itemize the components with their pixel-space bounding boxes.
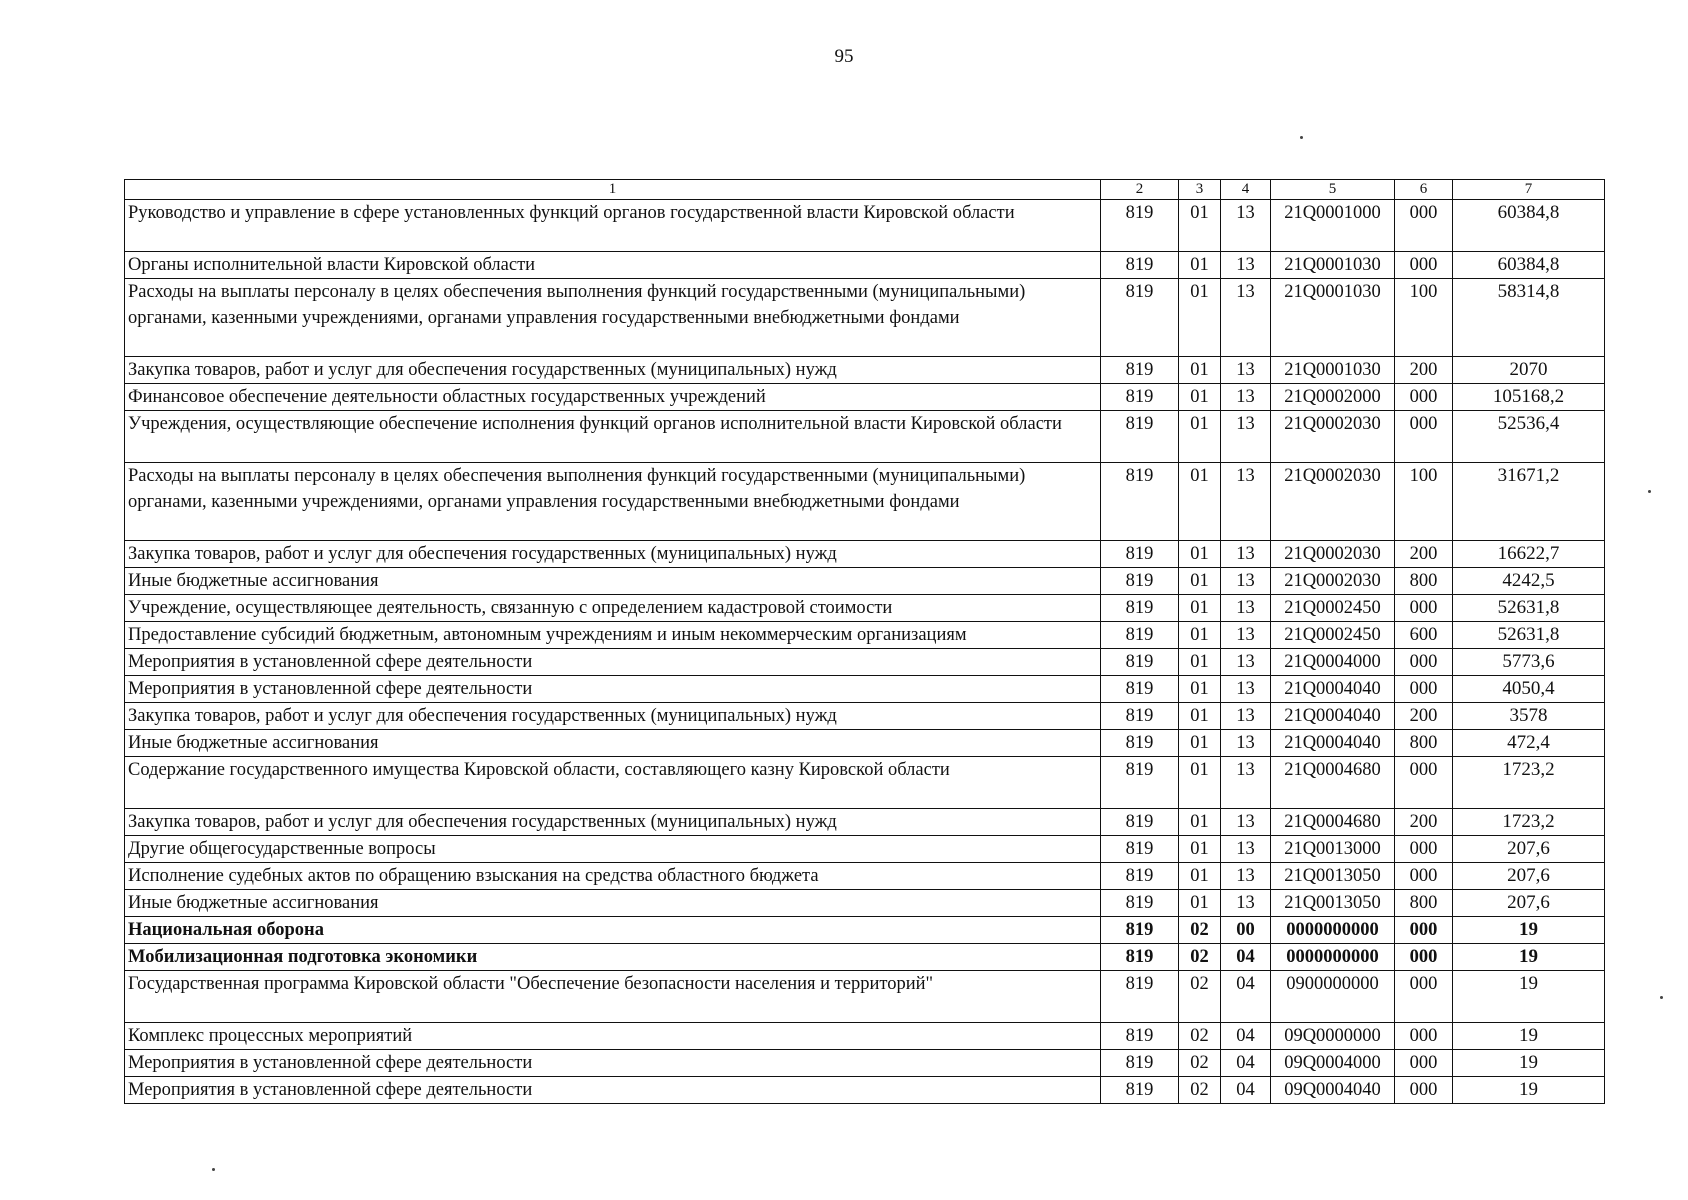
row-col-7-cell: 60384,8: [1453, 252, 1605, 279]
scan-speck: [1300, 136, 1303, 139]
row-col-5-cell: 0000000000: [1271, 944, 1395, 971]
row-col-7-cell: 1723,2: [1453, 757, 1605, 809]
row-col-2-cell: 819: [1101, 357, 1179, 384]
row-col-5-cell: 21Q0002030: [1271, 541, 1395, 568]
row-col-4-cell: 13: [1221, 200, 1271, 252]
row-col-4-cell: 04: [1221, 1023, 1271, 1050]
table-row: [125, 357, 1605, 384]
row-col-5-cell: 21Q0001030: [1271, 279, 1395, 357]
row-col-2-cell: 819: [1101, 541, 1179, 568]
row-name-cell: Иные бюджетные ассигнования: [125, 730, 1101, 757]
row-name-cell: Исполнение судебных актов по обращению взыскания на средства областного бюджета: [125, 863, 1101, 890]
row-col-3-cell: 01: [1179, 568, 1221, 595]
table-row: [125, 863, 1605, 890]
row-name-cell: Закупка товаров, работ и услуг для обеспечения государственных (муниципальных) нужд: [125, 703, 1101, 730]
row-col-2-cell: 819: [1101, 676, 1179, 703]
row-col-6-cell: 000: [1395, 200, 1453, 252]
row-col-2-cell: 819: [1101, 971, 1179, 1023]
row-name-cell: Предоставление субсидий бюджетным, автономным учреждениям и иным некоммерческим организациям: [125, 622, 1101, 649]
row-col-3-cell: 01: [1179, 809, 1221, 836]
row-col-7-cell: 3578: [1453, 703, 1605, 730]
row-col-7-cell: 472,4: [1453, 730, 1605, 757]
row-col-6-cell: 200: [1395, 703, 1453, 730]
row-name-cell: Руководство и управление в сфере установленных функций органов государственной власти Кировской области: [125, 200, 1101, 252]
row-col-2-cell: 819: [1101, 384, 1179, 411]
header-col-6: 6: [1395, 180, 1453, 200]
row-name-cell: Государственная программа Кировской области "Обеспечение безопасности населения и территорий": [125, 971, 1101, 1023]
table-row: [125, 757, 1605, 809]
row-name-cell: Комплекс процессных мероприятий: [125, 1023, 1101, 1050]
row-name-cell: Учреждение, осуществляющее деятельность, связанную с определением кадастровой стоимости: [125, 595, 1101, 622]
row-col-7-cell: 4050,4: [1453, 676, 1605, 703]
row-col-4-cell: 04: [1221, 971, 1271, 1023]
row-col-3-cell: 01: [1179, 890, 1221, 917]
row-col-4-cell: 13: [1221, 595, 1271, 622]
row-col-5-cell: 21Q0004040: [1271, 676, 1395, 703]
row-col-6-cell: 100: [1395, 463, 1453, 541]
row-col-4-cell: 13: [1221, 836, 1271, 863]
row-col-5-cell: 21Q0002030: [1271, 411, 1395, 463]
table-row: [125, 1023, 1605, 1050]
row-name-cell: Закупка товаров, работ и услуг для обеспечения государственных (муниципальных) нужд: [125, 357, 1101, 384]
row-col-5-cell: 09Q0000000: [1271, 1023, 1395, 1050]
row-col-3-cell: 02: [1179, 971, 1221, 1023]
row-col-2-cell: 819: [1101, 622, 1179, 649]
row-col-2-cell: 819: [1101, 1023, 1179, 1050]
row-col-7-cell: 19: [1453, 944, 1605, 971]
table-row: [125, 809, 1605, 836]
row-col-7-cell: 2070: [1453, 357, 1605, 384]
row-col-5-cell: 21Q0004040: [1271, 703, 1395, 730]
row-col-7-cell: 207,6: [1453, 836, 1605, 863]
row-col-7-cell: 105168,2: [1453, 384, 1605, 411]
row-col-3-cell: 01: [1179, 411, 1221, 463]
table-row: [125, 541, 1605, 568]
row-col-6-cell: 600: [1395, 622, 1453, 649]
row-col-4-cell: 13: [1221, 411, 1271, 463]
row-col-6-cell: 200: [1395, 357, 1453, 384]
table-row: [125, 890, 1605, 917]
table-row: [125, 917, 1605, 944]
row-col-3-cell: 01: [1179, 200, 1221, 252]
row-col-2-cell: 819: [1101, 252, 1179, 279]
row-col-3-cell: 01: [1179, 836, 1221, 863]
row-col-4-cell: 00: [1221, 917, 1271, 944]
row-col-2-cell: 819: [1101, 411, 1179, 463]
table-row: [125, 568, 1605, 595]
table-row: [125, 703, 1605, 730]
table-row: [125, 1050, 1605, 1077]
row-col-4-cell: 13: [1221, 384, 1271, 411]
row-col-6-cell: 000: [1395, 649, 1453, 676]
row-col-3-cell: 01: [1179, 863, 1221, 890]
row-col-4-cell: 13: [1221, 890, 1271, 917]
row-col-6-cell: 000: [1395, 971, 1453, 1023]
row-col-3-cell: 01: [1179, 757, 1221, 809]
row-name-cell: Национальная оборона: [125, 917, 1101, 944]
scan-speck: [1660, 996, 1663, 999]
row-col-2-cell: 819: [1101, 757, 1179, 809]
row-col-3-cell: 01: [1179, 595, 1221, 622]
row-col-5-cell: 21Q0013000: [1271, 836, 1395, 863]
row-col-3-cell: 02: [1179, 1023, 1221, 1050]
table-row: [125, 252, 1605, 279]
header-col-4: 4: [1221, 180, 1271, 200]
row-col-5-cell: 21Q0013050: [1271, 863, 1395, 890]
row-name-cell: Органы исполнительной власти Кировской области: [125, 252, 1101, 279]
row-col-2-cell: 819: [1101, 279, 1179, 357]
row-col-7-cell: 52631,8: [1453, 595, 1605, 622]
row-name-cell: Мероприятия в установленной сфере деятельности: [125, 1077, 1101, 1104]
row-name-cell: Другие общегосударственные вопросы: [125, 836, 1101, 863]
row-col-4-cell: 13: [1221, 252, 1271, 279]
row-col-3-cell: 01: [1179, 703, 1221, 730]
row-col-2-cell: 819: [1101, 944, 1179, 971]
row-col-7-cell: 4242,5: [1453, 568, 1605, 595]
row-col-2-cell: 819: [1101, 809, 1179, 836]
header-col-1: 1: [125, 180, 1101, 200]
row-col-2-cell: 819: [1101, 917, 1179, 944]
row-col-2-cell: 819: [1101, 730, 1179, 757]
row-col-5-cell: 0000000000: [1271, 917, 1395, 944]
table-row: [125, 1077, 1605, 1104]
row-col-4-cell: 13: [1221, 279, 1271, 357]
row-name-cell: Мероприятия в установленной сфере деятельности: [125, 649, 1101, 676]
row-col-3-cell: 01: [1179, 676, 1221, 703]
row-col-3-cell: 01: [1179, 252, 1221, 279]
row-col-5-cell: 21Q0004680: [1271, 757, 1395, 809]
row-col-7-cell: 19: [1453, 1023, 1605, 1050]
row-col-5-cell: 21Q0002030: [1271, 568, 1395, 595]
row-col-7-cell: 207,6: [1453, 890, 1605, 917]
row-col-2-cell: 819: [1101, 836, 1179, 863]
row-col-6-cell: 800: [1395, 568, 1453, 595]
row-col-7-cell: 52631,8: [1453, 622, 1605, 649]
row-col-6-cell: 000: [1395, 1077, 1453, 1104]
table-row: [125, 944, 1605, 971]
row-col-7-cell: 19: [1453, 1050, 1605, 1077]
row-col-2-cell: 819: [1101, 568, 1179, 595]
row-col-3-cell: 02: [1179, 1077, 1221, 1104]
row-col-4-cell: 13: [1221, 757, 1271, 809]
table-row: [125, 384, 1605, 411]
row-col-6-cell: 200: [1395, 809, 1453, 836]
row-col-7-cell: 5773,6: [1453, 649, 1605, 676]
row-col-6-cell: 800: [1395, 890, 1453, 917]
row-col-5-cell: 21Q0004040: [1271, 730, 1395, 757]
row-col-6-cell: 100: [1395, 279, 1453, 357]
row-col-3-cell: 01: [1179, 384, 1221, 411]
table-row: [125, 649, 1605, 676]
row-col-5-cell: 21Q0001030: [1271, 252, 1395, 279]
row-col-4-cell: 13: [1221, 676, 1271, 703]
row-col-7-cell: 19: [1453, 917, 1605, 944]
row-col-4-cell: 13: [1221, 730, 1271, 757]
table-row: [125, 676, 1605, 703]
row-col-4-cell: 13: [1221, 463, 1271, 541]
row-col-2-cell: 819: [1101, 649, 1179, 676]
row-col-3-cell: 01: [1179, 463, 1221, 541]
row-col-2-cell: 819: [1101, 463, 1179, 541]
row-name-cell: Учреждения, осуществляющие обеспечение исполнения функций органов исполнительной власти Кировской области: [125, 411, 1101, 463]
row-name-cell: Расходы на выплаты персоналу в целях обеспечения выполнения функций государственными (муниципальными) органами, казенными учреждениями, органами управления государственными внебюджетными фондами: [125, 279, 1101, 357]
row-col-3-cell: 02: [1179, 944, 1221, 971]
row-col-6-cell: 000: [1395, 252, 1453, 279]
table-row: [125, 411, 1605, 463]
row-col-7-cell: 1723,2: [1453, 809, 1605, 836]
row-col-5-cell: 09Q0004040: [1271, 1077, 1395, 1104]
row-col-6-cell: 000: [1395, 1050, 1453, 1077]
row-col-4-cell: 13: [1221, 649, 1271, 676]
row-col-3-cell: 01: [1179, 622, 1221, 649]
table-row: [125, 730, 1605, 757]
row-col-6-cell: 000: [1395, 1023, 1453, 1050]
row-name-cell: Мероприятия в установленной сфере деятельности: [125, 1050, 1101, 1077]
row-col-2-cell: 819: [1101, 1077, 1179, 1104]
row-col-3-cell: 01: [1179, 357, 1221, 384]
row-col-6-cell: 000: [1395, 384, 1453, 411]
header-col-7: 7: [1453, 180, 1605, 200]
row-col-7-cell: 16622,7: [1453, 541, 1605, 568]
row-col-5-cell: 21Q0013050: [1271, 890, 1395, 917]
row-col-4-cell: 04: [1221, 944, 1271, 971]
scan-speck: [212, 1168, 215, 1171]
row-col-5-cell: 21Q0002450: [1271, 622, 1395, 649]
scan-speck: [1648, 490, 1651, 493]
table-row: [125, 836, 1605, 863]
row-col-4-cell: 04: [1221, 1077, 1271, 1104]
row-col-2-cell: 819: [1101, 703, 1179, 730]
row-col-4-cell: 13: [1221, 863, 1271, 890]
table-body: [125, 200, 1605, 1104]
row-col-3-cell: 01: [1179, 649, 1221, 676]
row-col-5-cell: 21Q0004680: [1271, 809, 1395, 836]
row-col-6-cell: 000: [1395, 411, 1453, 463]
row-col-5-cell: 21Q0002450: [1271, 595, 1395, 622]
row-col-4-cell: 13: [1221, 809, 1271, 836]
header-col-5: 5: [1271, 180, 1395, 200]
row-col-3-cell: 02: [1179, 1050, 1221, 1077]
row-col-3-cell: 01: [1179, 541, 1221, 568]
header-col-3: 3: [1179, 180, 1221, 200]
budget-table: [124, 179, 1605, 1104]
row-col-6-cell: 800: [1395, 730, 1453, 757]
row-col-6-cell: 000: [1395, 944, 1453, 971]
row-name-cell: Иные бюджетные ассигнования: [125, 568, 1101, 595]
row-col-7-cell: 31671,2: [1453, 463, 1605, 541]
row-name-cell: Мобилизационная подготовка экономики: [125, 944, 1101, 971]
row-name-cell: Мероприятия в установленной сфере деятельности: [125, 676, 1101, 703]
row-col-6-cell: 200: [1395, 541, 1453, 568]
row-col-6-cell: 000: [1395, 836, 1453, 863]
row-col-7-cell: 58314,8: [1453, 279, 1605, 357]
row-col-4-cell: 04: [1221, 1050, 1271, 1077]
table-row: [125, 622, 1605, 649]
row-col-6-cell: 000: [1395, 757, 1453, 809]
row-name-cell: Финансовое обеспечение деятельности областных государственных учреждений: [125, 384, 1101, 411]
row-col-2-cell: 819: [1101, 200, 1179, 252]
row-name-cell: Закупка товаров, работ и услуг для обеспечения государственных (муниципальных) нужд: [125, 809, 1101, 836]
row-col-2-cell: 819: [1101, 595, 1179, 622]
row-name-cell: Содержание государственного имущества Кировской области, составляющего казну Кировской области: [125, 757, 1101, 809]
row-name-cell: Иные бюджетные ассигнования: [125, 890, 1101, 917]
row-col-5-cell: 21Q0004000: [1271, 649, 1395, 676]
row-col-4-cell: 13: [1221, 541, 1271, 568]
row-col-4-cell: 13: [1221, 357, 1271, 384]
row-name-cell: Закупка товаров, работ и услуг для обеспечения государственных (муниципальных) нужд: [125, 541, 1101, 568]
row-col-5-cell: 21Q0001030: [1271, 357, 1395, 384]
row-col-2-cell: 819: [1101, 863, 1179, 890]
row-col-7-cell: 60384,8: [1453, 200, 1605, 252]
row-col-3-cell: 01: [1179, 279, 1221, 357]
row-col-7-cell: 207,6: [1453, 863, 1605, 890]
row-col-4-cell: 13: [1221, 703, 1271, 730]
page-number: 95: [834, 46, 854, 67]
row-col-2-cell: 819: [1101, 1050, 1179, 1077]
row-col-5-cell: 09Q0004000: [1271, 1050, 1395, 1077]
row-col-3-cell: 01: [1179, 730, 1221, 757]
row-col-5-cell: 0900000000: [1271, 971, 1395, 1023]
row-col-5-cell: 21Q0002030: [1271, 463, 1395, 541]
row-col-7-cell: 19: [1453, 1077, 1605, 1104]
row-col-6-cell: 000: [1395, 676, 1453, 703]
table-row: [125, 971, 1605, 1023]
header-col-2: 2: [1101, 180, 1179, 200]
row-col-7-cell: 19: [1453, 971, 1605, 1023]
table-row: [125, 463, 1605, 541]
table-row: [125, 279, 1605, 357]
row-col-5-cell: 21Q0002000: [1271, 384, 1395, 411]
table-row: [125, 595, 1605, 622]
header-row: [125, 180, 1605, 200]
row-name-cell: Расходы на выплаты персоналу в целях обеспечения выполнения функций государственными (муниципальными) органами, казенными учреждениями, органами управления государственными внебюджетными фондами: [125, 463, 1101, 541]
row-col-3-cell: 02: [1179, 917, 1221, 944]
row-col-7-cell: 52536,4: [1453, 411, 1605, 463]
table-row: [125, 200, 1605, 252]
row-col-4-cell: 13: [1221, 622, 1271, 649]
row-col-6-cell: 000: [1395, 863, 1453, 890]
row-col-5-cell: 21Q0001000: [1271, 200, 1395, 252]
row-col-2-cell: 819: [1101, 890, 1179, 917]
row-col-6-cell: 000: [1395, 595, 1453, 622]
row-col-4-cell: 13: [1221, 568, 1271, 595]
row-col-6-cell: 000: [1395, 917, 1453, 944]
